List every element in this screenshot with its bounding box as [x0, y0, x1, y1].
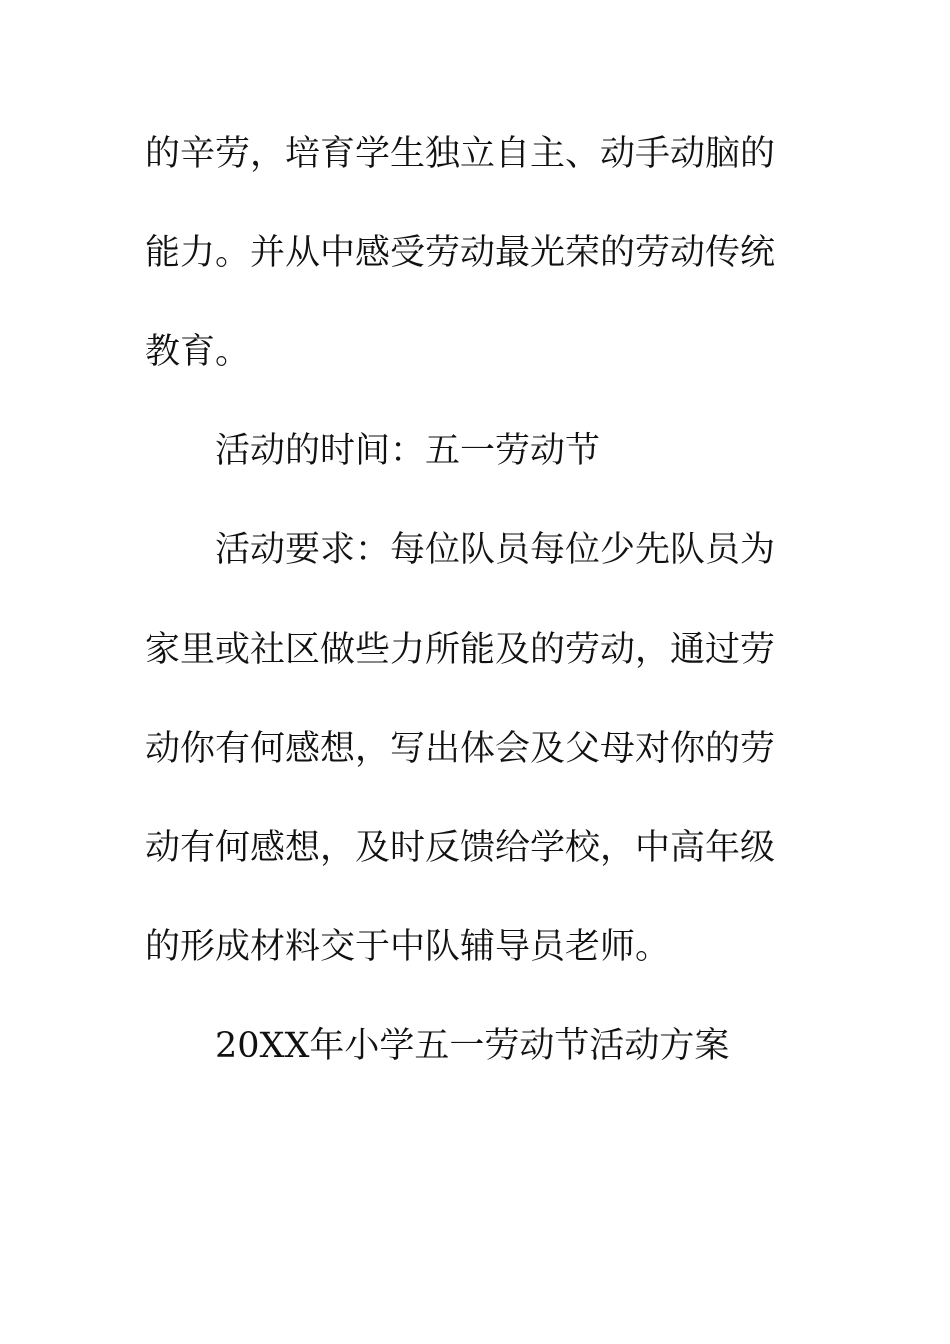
paragraph-line: 的辛劳，培育学生独立自主、动手动脑的	[145, 134, 776, 174]
paragraph-line: 能力。并从中感受劳动最光荣的劳动传统	[145, 233, 776, 273]
requirements-line: 活动要求：每位队员每位少先队员为	[215, 530, 776, 570]
requirements-line: 动你有何感想，写出体会及父母对你的劳	[145, 729, 776, 769]
activity-time-line: 活动的时间：五一劳动节	[215, 431, 601, 471]
requirements-line: 家里或社区做些力所能及的劳动，通过劳	[145, 630, 776, 670]
requirements-line: 的形成材料交于中队辅导员老师。	[145, 927, 671, 967]
requirements-line: 动有何感想，及时反馈给学校，中高年级	[145, 828, 776, 868]
paragraph-line: 教育。	[145, 332, 251, 372]
section-heading: 20XX年小学五一劳动节活动方案	[215, 1026, 730, 1066]
